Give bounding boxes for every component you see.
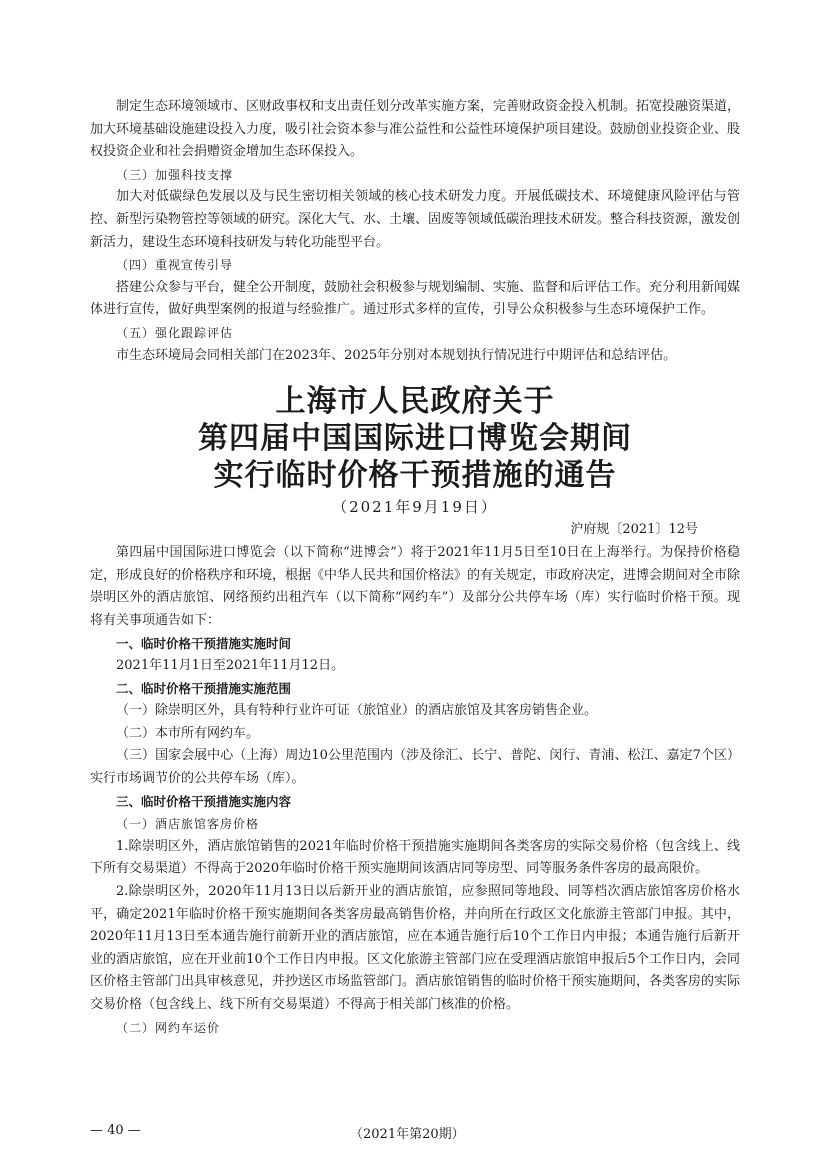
notice-paragraph: 1.除崇明区外，酒店旅馆销售的2021年临时价格干预措施实施期间各类客房的实际交易价格（包含线上、线下所有交易渠道）不得高于2020年临时价格干预实施期间该酒店同等房型、同等服务条件客房的最高限价。 [90, 838, 740, 877]
notice-section-heading: 三、临时价格干预措施实施内容 [116, 793, 292, 809]
document-number: 沪府规〔2021〕12号 [570, 522, 698, 538]
prev-paragraph: 搭建公众参与平台，健全公开制度，鼓励社会积极参与规划编制、实施、监督和后评估工作。充分利用新闻媒体进行宣传，做好典型案例的报道与经验推广。通过形式多样的宣传，引导公众积极参与生态环境保护工作。 [90, 279, 741, 318]
prev-subsection-heading: （五）强化跟踪评估 [116, 325, 234, 340]
issue-label: （2021年第20期） [350, 1127, 465, 1142]
notice-section-heading: 二、临时价格干预措施实施范围 [116, 680, 292, 696]
notice-paragraph: 2.除崇明区外，2020年11月13日以后新开业的酒店旅馆，应参照同等地段、同等档次酒店旅馆客房价格水平，确定2021年临时价格干预实施期间各类客房最高销售价格，并向所在行政区文化旅游主管部门申报。其中，2020年11月13日至本通告施行前新开业的酒店旅馆，应在本通告施行后10个工作日内申报；本通告施行后新开业的酒店旅馆，应在开业前10个工作日内申报。区文化旅游主管部门应在受理酒店旅馆申报后5个工作日内，会同区价格主管部门出具审核意见，并抄送区市场监管部门。酒店旅馆销售的临时价格干预实施期间，各类客房的实际交易价格（包含线上、线下所有交易渠道）不得高于相关部门核准的价格。 [90, 884, 741, 1012]
notice-paragraph: （二）本市所有网约车。 [116, 725, 260, 741]
notice-paragraph: 第四届中国国际进口博览会（以下简称“进博会”）将于2021年11月5日至10日在上海举行。为保持价格稳定，形成良好的价格秩序和环境，根据《中华人民共和国价格法》的有关规定，市政府决定，进博会期间对全市除崇明区外的酒店旅馆、网络预约出租汽车（以下简称“网约车”）及部分公共停车场（库）实行临时价格干预。现将有关事项通告如下： [90, 545, 741, 628]
page-footer [90, 1123, 740, 1143]
notice-title [90, 383, 740, 494]
previous-article-section [90, 96, 740, 367]
notice-subsection-heading: （一）酒店旅馆客房价格 [116, 817, 260, 832]
notice-date: （2021年9月19日） [332, 498, 498, 517]
prev-subsection-heading: （四）重视宣传引导 [116, 258, 234, 273]
prev-paragraph: 市生态环境局会同相关部门在2023年、2025年分别对本规划执行情况进行中期评估和总结评估。 [116, 347, 677, 363]
prev-paragraph: 加大对低碳绿色发展以及与民生密切相关领域的核心技术研发力度。开展低碳技术、环境健康风险评估与管控、新型污染物管控等领域的研究。深化大气、水、土壤、固废等领域低碳治理技术研发。整合科技资源，激发创新活力，建设生态环境科技研发与转化功能型平台。 [90, 189, 741, 250]
notice-title-line-2: 第四届中国国际进口博览会期间 [198, 421, 632, 457]
notice-paragraph: （一）除崇明区外，具有特种行业许可证（旅馆业）的酒店旅馆及其客房销售企业。 [116, 703, 598, 719]
notice-subsection-heading: （二）网约车运价 [116, 1020, 221, 1035]
notice-paragraph: （三）国家会展中心（上海）周边10公里范围内（涉及徐汇、长宁、普陀、闵行、青浦、松江、嘉定7个区）实行市场调节价的公共停车场（库）。 [90, 748, 740, 787]
notice-body [90, 542, 740, 1039]
notice-paragraph: 2021年11月1日至2021年11月12日。 [116, 658, 345, 674]
notice-title-line-1: 上海市人民政府关于 [275, 384, 555, 420]
notice-title-line-3: 实行临时价格干预措施的通告 [213, 458, 617, 494]
page-number: — 40 — [90, 1123, 141, 1138]
document-page [90, 96, 740, 1039]
prev-subsection-heading: （三）加强科技支撑 [116, 167, 234, 182]
prev-paragraph: 制定生态环境领域市、区财政事权和支出责任划分改革实施方案，完善财政资金投入机制。拓宽投融资渠道，加大环境基础设施建设投入力度，吸引社会资本参与准公益性和公益性环境保护项目建设。鼓励创业投资企业、股权投资企业和社会捐赠资金增加生态环保投入。 [90, 99, 741, 160]
notice-section-heading: 一、临时价格干预措施实施时间 [116, 635, 292, 651]
